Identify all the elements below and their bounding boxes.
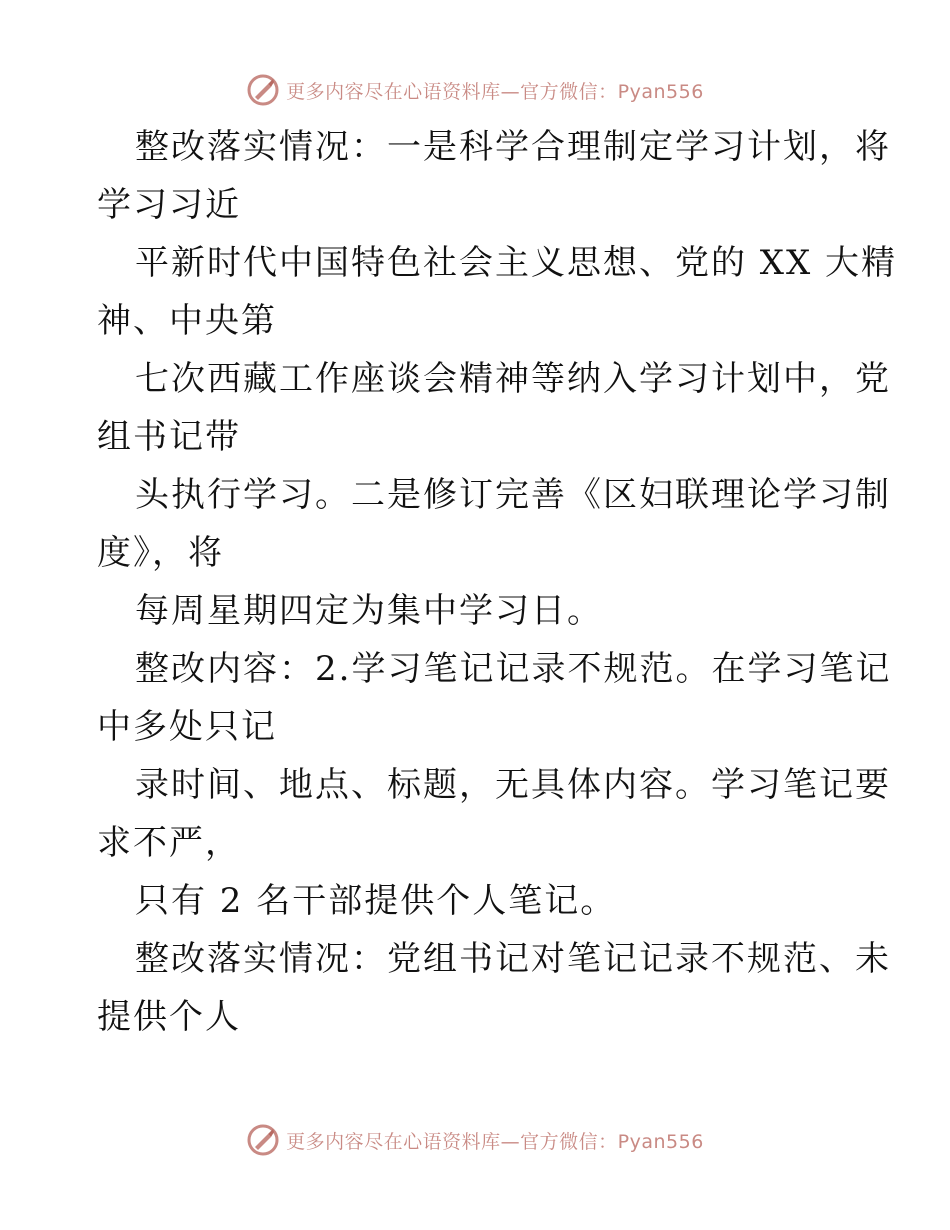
- text-line: 平新时代中国特色社会主义思想、党的 XX 大精: [135, 243, 898, 283]
- text-line: 神、中央第: [97, 301, 277, 341]
- text-line: 七次西藏工作座谈会精神等纳入学习计划中，党: [135, 359, 891, 399]
- text-line: 提供个人: [97, 997, 241, 1037]
- footer-watermark: [0, 1122, 950, 1158]
- text-line: 整改落实情况：党组书记对笔记记录不规范、未: [135, 939, 891, 979]
- text-line: 中多处只记: [97, 707, 277, 747]
- text-line: 度》，将: [97, 533, 224, 573]
- text-line: 只有 2 名干部提供个人笔记。: [135, 881, 617, 921]
- watermark-text: 更多内容尽在心语资料库—官方微信：Pyan556: [286, 80, 704, 103]
- text-line: 组书记带: [97, 417, 241, 457]
- pen-logo-icon: [246, 1123, 280, 1157]
- text-line: 录时间、地点、标题，无具体内容。学习笔记要: [135, 765, 891, 805]
- text-line: 头执行学习。二是修订完善《区妇联理论学习制: [135, 475, 891, 515]
- text-line: 整改落实情况：一是科学合理制定学习计划，将: [135, 127, 891, 167]
- header-watermark: [0, 72, 950, 108]
- text-line: 学习习近: [97, 185, 241, 225]
- text-line: 整改内容：2.学习笔记记录不规范。在学习笔记: [135, 649, 892, 689]
- document-body: [97, 118, 898, 1046]
- text-line: 求不严，: [97, 823, 241, 863]
- text-line: 每周星期四定为集中学习日。: [135, 591, 603, 631]
- pen-logo-icon: [246, 73, 280, 107]
- watermark-text: 更多内容尽在心语资料库—官方微信：Pyan556: [286, 1130, 704, 1153]
